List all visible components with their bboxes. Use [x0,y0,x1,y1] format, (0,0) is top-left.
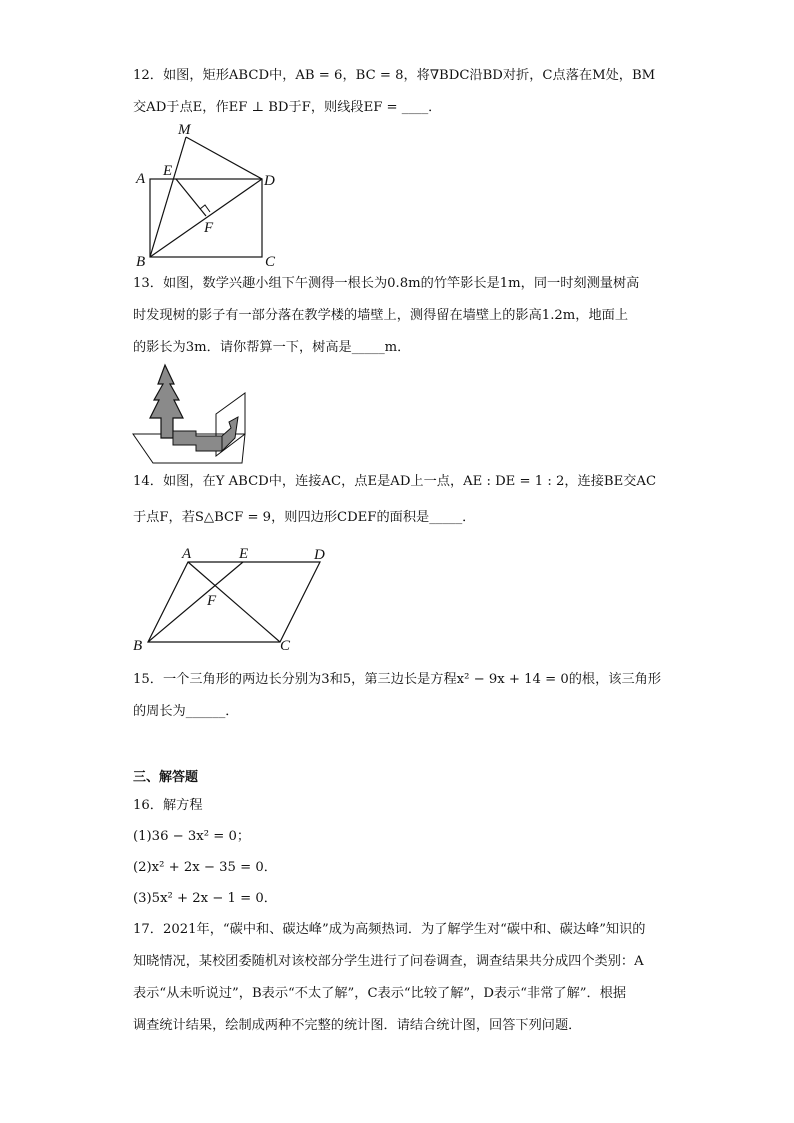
q17-text-line-4: 调查统计结果，绘制成两种不完整的统计图．请结合统计图，回答下列问题． [133,1018,582,1033]
q16-part-2: (2)x² + 2x − 35 = 0． [133,860,277,875]
q14-text-line-2: 于点F，若S△BCF = 9，则四边形CDEF的面积是_____． [133,510,476,525]
tree-icon [150,365,183,438]
label-c: C [280,638,291,654]
label-d: D [264,173,275,189]
label-a: A [136,171,146,187]
q12-rectangle-fold-figure [130,120,290,270]
segment-be [148,562,243,642]
q17-text-line-3: 表示“从未听说过”，B表示“不太了解”，C表示“比较了解”，D表示“非常了解”．根据 [133,986,627,1001]
label-a: A [182,546,192,562]
q12-text-line-2: 交AD于点E，作EF ⊥ BD于F，则线段EF = ____． [133,100,442,115]
segment-ef [176,179,206,216]
segment-bd [150,179,262,257]
q13-text-line-1: 13．如图，数学兴趣小组下午测得一根长为0.8m的竹竿影长是1m，同一时刻测量树高 [133,276,640,291]
label-d: D [314,547,325,563]
q12-text-line-1: 12．如图，矩形ABCD中，AB = 6，BC = 8，将∇BDC沿BD对折，C点落在M处，BM [133,68,656,83]
q16-part-1: (1)36 − 3x² = 0； [133,829,251,844]
label-f: F [207,593,217,609]
q15-text-line-2: 的周长为______． [133,704,239,719]
q16-title: 16．解方程 [133,798,203,813]
q17-text-line-2: 知晓情况，某校团委随机对该校部分学生进行了问卷调查，调查结果共分成四个类别：A [133,954,644,969]
label-b: B [136,254,146,270]
q13-text-line-2: 时发现树的影子有一部分落在教学楼的墙壁上，测得留在墙壁上的影高1.2m，地面上 [133,308,629,323]
section-3-title: 三、解答题 [133,770,199,785]
label-f: F [204,220,214,236]
label-e: E [239,546,249,562]
segment-bm [150,137,186,257]
label-e: E [163,163,173,179]
q13-text-line-3: 的影长为3m．请你帮算一下，树高是_____m． [133,340,411,355]
segment-md [186,137,262,179]
q14-text-line-1: 14．如图，在Y ABCD中，连接AC，点E是AD上一点，AE : DE = 1 : 2，连接BE交AC [133,474,657,489]
q16-part-3: (3)5x² + 2x − 1 = 0． [133,891,277,906]
label-b: B [133,638,143,654]
q13-tree-shadow-figure [130,362,250,467]
q17-text-line-1: 17．2021年，“碳中和、碳达峰”成为高频热词．为了解学生对“碳中和、碳达峰”知识的 [133,922,646,937]
label-c: C [265,254,276,270]
q15-text-line-1: 15．一个三角形的两边长分别为3和5，第三边长是方程x² − 9x + 14 = 0的根，该三角形 [133,672,662,687]
segment-ac [188,562,280,642]
q14-parallelogram-figure [130,542,340,654]
label-m: M [178,122,191,138]
